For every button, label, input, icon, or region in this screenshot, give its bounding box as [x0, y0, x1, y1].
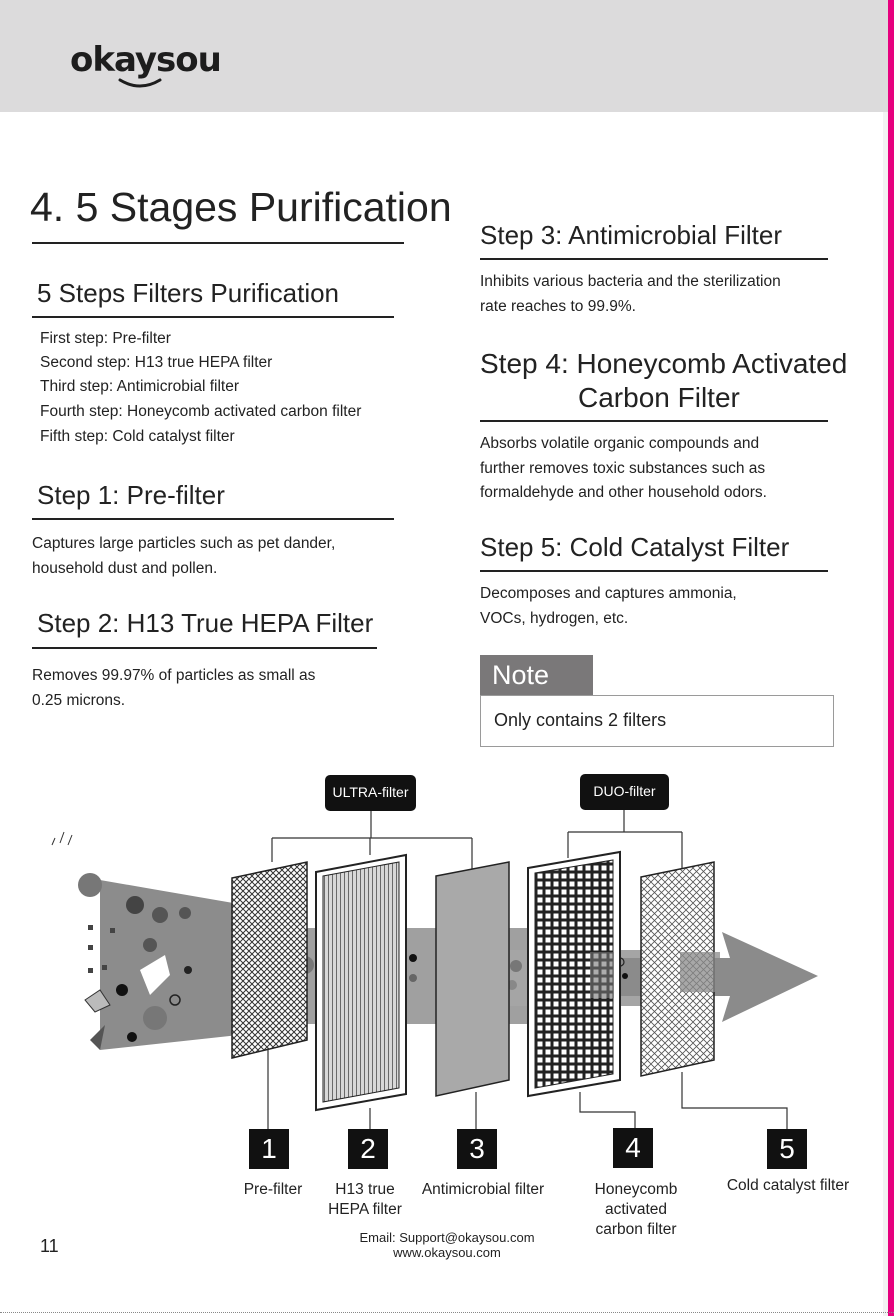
step4-rule	[480, 420, 828, 422]
step2-description	[32, 664, 432, 713]
caption-antimicrobial: Antimicrobial filter	[421, 1181, 545, 1198]
caption-prefilter: Pre-filter	[243, 1181, 303, 1198]
page-title: 4. 5 Stages Purification	[30, 184, 452, 230]
step4-line1: Absorbs volatile organic compounds and	[480, 435, 760, 452]
step5-rule	[480, 570, 828, 572]
list-item: Third step: Antimicrobial filter	[40, 378, 239, 395]
step1-rule	[32, 518, 394, 520]
step3-heading: Step 3: Antimicrobial Filter	[480, 220, 783, 250]
duo-filter-tag: DUO-filter	[580, 774, 669, 810]
list-item: First step: Pre-filter	[40, 330, 171, 347]
steps-summary-heading: 5 Steps Filters Purification	[37, 278, 340, 308]
list-item: Fourth step: Honeycomb activated carbon filter	[40, 403, 362, 420]
step3-rule	[480, 258, 828, 260]
caption-honeycomb-line3: carbon filter	[595, 1221, 677, 1238]
page-bottom-divider	[0, 1312, 894, 1313]
step4-heading-line1: Step 4: Honeycomb Activated	[480, 348, 848, 379]
note-label: Note	[480, 655, 593, 695]
caption-hepa-line1: H13 true	[335, 1181, 395, 1198]
step4-heading-line2: Carbon Filter	[578, 382, 740, 413]
page-number: 11	[40, 1236, 59, 1256]
stage-number-5: 5	[767, 1129, 807, 1169]
leader-4	[580, 1092, 635, 1130]
steps-summary-rule	[32, 316, 394, 318]
prefilter-panel	[232, 862, 307, 1058]
brand-logo: okaysou	[70, 40, 221, 80]
step3-line1: Inhibits various bacteria and the sterilization	[480, 273, 781, 290]
step5-description	[480, 582, 880, 631]
list-item: Second step: H13 true HEPA filter	[40, 354, 273, 371]
caption-cold-catalyst: Cold catalyst filter	[726, 1177, 850, 1194]
stage-number-3: 3	[457, 1129, 497, 1169]
footer-email: Email: Support@okaysou.com	[359, 1230, 535, 1245]
step5-line1: Decomposes and captures ammonia,	[480, 585, 737, 602]
step2-rule	[32, 647, 377, 649]
caption-hepa-line2: HEPA filter	[328, 1201, 402, 1218]
step1-heading: Step 1: Pre-filter	[37, 480, 225, 510]
step4-description	[480, 432, 880, 506]
step4-line2: further removes toxic substances such as	[480, 459, 766, 477]
filter-stages-diagram	[0, 760, 894, 1210]
step2-line2: 0.25 microns.	[32, 691, 126, 709]
stage-number-2: 2	[348, 1129, 388, 1169]
step5-line2: VOCs, hydrogen, etc.	[480, 609, 629, 627]
ultra-filter-tag: ULTRA-filter	[325, 775, 416, 811]
step3-line2: rate reaches to 99.9%.	[480, 297, 636, 315]
step5-heading: Step 5: Cold Catalyst Filter	[480, 532, 790, 562]
list-item: Fifth step: Cold catalyst filter	[40, 428, 235, 445]
footer-contact	[0, 1230, 894, 1260]
hepa-panel	[323, 862, 399, 1102]
step2-line1: Removes 99.97% of particles as small as	[32, 667, 316, 684]
antimicrobial-panel	[436, 862, 509, 1096]
footer-website: www.okaysou.com	[393, 1245, 501, 1260]
leader-5	[682, 1072, 787, 1130]
step2-heading: Step 2: H13 True HEPA Filter	[37, 608, 374, 638]
caption-honeycomb-line1: Honeycomb	[594, 1181, 678, 1198]
logo-smile-icon	[118, 78, 162, 90]
caption-hepa	[315, 1180, 415, 1220]
note-text: Only contains 2 filters	[494, 710, 667, 730]
step1-line2: household dust and pollen.	[32, 559, 218, 577]
title-rule	[32, 242, 404, 244]
caption-honeycomb-line2: activated	[604, 1201, 668, 1218]
step1-description	[32, 532, 432, 581]
step3-description	[480, 270, 880, 319]
step1-line1: Captures large particles such as pet dander,	[32, 535, 336, 552]
step4-line3: formaldehyde and other household odors.	[480, 484, 767, 501]
stage-number-1: 1	[249, 1129, 289, 1169]
stage-number-4: 4	[613, 1128, 653, 1168]
